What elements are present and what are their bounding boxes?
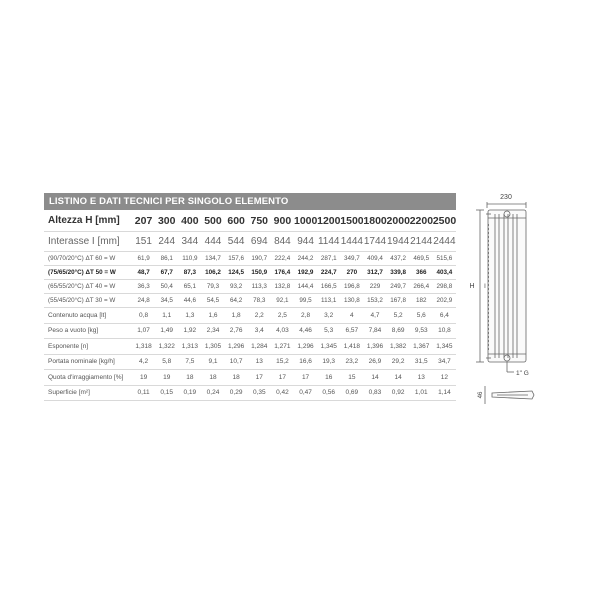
table-cell: 0,69 — [340, 385, 363, 401]
table-cell: 202,9 — [433, 294, 456, 308]
table-row — [44, 266, 456, 280]
table-cell: 244,2 — [294, 252, 317, 266]
table-cell: 26,9 — [363, 354, 386, 370]
table-cell: 13 — [248, 354, 271, 370]
table-row — [44, 323, 456, 339]
table-row — [44, 339, 456, 355]
table-cell: 78,3 — [248, 294, 271, 308]
table-cell: 54,5 — [201, 294, 224, 308]
table-cell: 190,7 — [248, 252, 271, 266]
table-cell: 6,57 — [340, 323, 363, 339]
table-cell: 16,6 — [294, 354, 317, 370]
table-cell: 1,8 — [225, 308, 248, 324]
table-cell: 1744 — [363, 232, 386, 252]
table-cell: 34,7 — [433, 354, 456, 370]
table-row — [44, 280, 456, 294]
table-cell: 176,4 — [271, 266, 294, 280]
table-cell: 1,01 — [410, 385, 433, 401]
technical-data-sheet — [44, 193, 456, 401]
table-cell: 270 — [340, 266, 363, 280]
table-cell: 10,7 — [225, 354, 248, 370]
table-cell: 44,6 — [178, 294, 201, 308]
table-cell: 18 — [201, 370, 224, 386]
table-cell: 469,5 — [410, 252, 433, 266]
table-cell: 3,4 — [248, 323, 271, 339]
table-cell: 207 — [132, 210, 155, 232]
table-cell: 0,19 — [178, 385, 201, 401]
table-cell: 144,4 — [294, 280, 317, 294]
table-cell: 2444 — [433, 232, 456, 252]
table-cell: 1,318 — [132, 339, 155, 355]
table-cell: 349,7 — [340, 252, 363, 266]
table-cell: 79,3 — [201, 280, 224, 294]
table-cell: 2,5 — [271, 308, 294, 324]
table-cell: 87,3 — [178, 266, 201, 280]
table-cell: 1,92 — [178, 323, 201, 339]
row-label: Portata nominale [kg/h] — [44, 354, 132, 370]
table-cell: 944 — [294, 232, 317, 252]
table-cell: 544 — [225, 232, 248, 252]
table-cell: 1,367 — [410, 339, 433, 355]
table-cell: 9,53 — [410, 323, 433, 339]
row-label: (55/45/20°C) ΔT 30 = W — [44, 294, 132, 308]
interaxis-dimension-label: I — [484, 284, 486, 290]
table-cell: 1,284 — [248, 339, 271, 355]
table-cell: 50,4 — [155, 280, 178, 294]
table-cell: 14 — [387, 370, 410, 386]
table-cell: 222,4 — [271, 252, 294, 266]
table-cell: 1,382 — [387, 339, 410, 355]
table-cell: 403,4 — [433, 266, 456, 280]
table-cell: 287,1 — [317, 252, 340, 266]
table-cell: 8,69 — [387, 323, 410, 339]
table-cell: 437,2 — [387, 252, 410, 266]
table-cell: 29,2 — [387, 354, 410, 370]
table-cell: 2200 — [410, 210, 433, 232]
table-cell: 1,49 — [155, 323, 178, 339]
table-cell: 17 — [294, 370, 317, 386]
table-cell: 14 — [363, 370, 386, 386]
table-cell: 5,8 — [155, 354, 178, 370]
table-cell: 600 — [225, 210, 248, 232]
table-cell: 124,5 — [225, 266, 248, 280]
height-dimension-label: H — [469, 283, 475, 290]
table-cell: 0,8 — [132, 308, 155, 324]
table-cell: 92,1 — [271, 294, 294, 308]
table-cell: 266,4 — [410, 280, 433, 294]
table-cell: 1800 — [363, 210, 386, 232]
table-cell: 18 — [225, 370, 248, 386]
table-cell: 17 — [271, 370, 294, 386]
row-label: (65/55/20°C) ΔT 40 = W — [44, 280, 132, 294]
radiator-technical-drawing — [462, 190, 580, 430]
table-cell: 1144 — [317, 232, 340, 252]
table-cell: 17 — [248, 370, 271, 386]
table-cell: 1,418 — [340, 339, 363, 355]
table-cell: 344 — [178, 232, 201, 252]
table-cell: 4,03 — [271, 323, 294, 339]
table-cell: 2,2 — [248, 308, 271, 324]
row-label: (90/70/20°C) ΔT 60 = W — [44, 252, 132, 266]
table-cell: 312,7 — [363, 266, 386, 280]
table-cell: 4,46 — [294, 323, 317, 339]
table-cell: 0,47 — [294, 385, 317, 401]
table-cell: 409,4 — [363, 252, 386, 266]
table-cell: 167,8 — [387, 294, 410, 308]
table-cell: 515,6 — [433, 252, 456, 266]
table-cell: 1,322 — [155, 339, 178, 355]
table-cell: 24,8 — [132, 294, 155, 308]
technical-data-table — [44, 210, 456, 401]
table-cell: 2,8 — [294, 308, 317, 324]
table-cell: 19,3 — [317, 354, 340, 370]
table-cell: 18 — [178, 370, 201, 386]
table-cell: 0,92 — [387, 385, 410, 401]
row-label: (75/65/20°C) ΔT 50 = W — [44, 266, 132, 280]
table-cell: 12 — [433, 370, 456, 386]
table-cell: 99,5 — [294, 294, 317, 308]
table-cell: 4,2 — [132, 354, 155, 370]
table-cell: 0,29 — [225, 385, 248, 401]
table-cell: 1,396 — [363, 339, 386, 355]
table-row — [44, 370, 456, 386]
table-cell: 5,6 — [410, 308, 433, 324]
table-cell: 1000 — [294, 210, 317, 232]
table-cell: 23,2 — [340, 354, 363, 370]
table-cell: 10,8 — [433, 323, 456, 339]
table-cell: 150,9 — [248, 266, 271, 280]
table-cell: 0,83 — [363, 385, 386, 401]
table-cell: 0,42 — [271, 385, 294, 401]
table-cell: 400 — [178, 210, 201, 232]
table-cell: 15 — [340, 370, 363, 386]
table-cell: 244 — [155, 232, 178, 252]
table-cell: 16 — [317, 370, 340, 386]
table-cell: 1944 — [387, 232, 410, 252]
row-label: Esponente [n] — [44, 339, 132, 355]
table-cell: 2500 — [433, 210, 456, 232]
table-cell: 61,9 — [132, 252, 155, 266]
row-label: Contenuto acqua [lt] — [44, 308, 132, 324]
table-cell: 130,8 — [340, 294, 363, 308]
table-cell: 106,2 — [201, 266, 224, 280]
table-cell: 1200 — [317, 210, 340, 232]
table-cell: 229 — [363, 280, 386, 294]
table-cell: 1,07 — [132, 323, 155, 339]
table-cell: 2000 — [387, 210, 410, 232]
table-cell: 192,9 — [294, 266, 317, 280]
table-cell: 500 — [201, 210, 224, 232]
table-cell: 31,5 — [410, 354, 433, 370]
table-row — [44, 354, 456, 370]
table-title: LISTINO E DATI TECNICI PER SINGOLO ELEMENTO — [44, 193, 456, 210]
table-cell: 1,1 — [155, 308, 178, 324]
row-label: Peso a vuoto [kg] — [44, 323, 132, 339]
table-cell: 0,15 — [155, 385, 178, 401]
table-cell: 93,2 — [225, 280, 248, 294]
table-row — [44, 210, 456, 232]
depth-dimension-label: 46 — [478, 391, 484, 399]
width-dimension-label: 230 — [500, 194, 512, 201]
table-cell: 132,8 — [271, 280, 294, 294]
table-cell: 153,2 — [363, 294, 386, 308]
table-cell: 1,14 — [433, 385, 456, 401]
table-cell: 2,34 — [201, 323, 224, 339]
table-cell: 0,11 — [132, 385, 155, 401]
table-cell: 300 — [155, 210, 178, 232]
table-cell: 157,6 — [225, 252, 248, 266]
table-row — [44, 232, 456, 252]
table-cell: 7,5 — [178, 354, 201, 370]
table-cell: 1,345 — [317, 339, 340, 355]
table-cell: 48,7 — [132, 266, 155, 280]
table-cell: 1,313 — [178, 339, 201, 355]
table-cell: 900 — [271, 210, 294, 232]
table-cell: 1,6 — [201, 308, 224, 324]
table-cell: 298,8 — [433, 280, 456, 294]
table-cell: 2,76 — [225, 323, 248, 339]
table-cell: 151 — [132, 232, 155, 252]
table-cell: 1,305 — [201, 339, 224, 355]
connection-label: 1" G — [516, 370, 529, 377]
table-cell: 86,1 — [155, 252, 178, 266]
table-cell: 2144 — [410, 232, 433, 252]
table-cell: 844 — [271, 232, 294, 252]
table-cell: 113,3 — [248, 280, 271, 294]
table-cell: 1,271 — [271, 339, 294, 355]
row-label: Superficie [m²] — [44, 385, 132, 401]
table-cell: 249,7 — [387, 280, 410, 294]
table-cell: 5,2 — [387, 308, 410, 324]
table-cell: 366 — [410, 266, 433, 280]
table-cell: 36,3 — [132, 280, 155, 294]
table-cell: 0,56 — [317, 385, 340, 401]
table-cell: 110,9 — [178, 252, 201, 266]
row-label: Altezza H [mm] — [44, 210, 132, 232]
table-cell: 67,7 — [155, 266, 178, 280]
table-cell: 750 — [248, 210, 271, 232]
table-cell: 1444 — [340, 232, 363, 252]
table-cell: 1,345 — [433, 339, 456, 355]
table-cell: 1,296 — [294, 339, 317, 355]
radiator-body — [488, 210, 526, 362]
table-cell: 0,24 — [201, 385, 224, 401]
table-cell: 19 — [155, 370, 178, 386]
table-cell: 15,2 — [271, 354, 294, 370]
table-cell: 134,7 — [201, 252, 224, 266]
table-cell: 1,3 — [178, 308, 201, 324]
table-cell: 13 — [410, 370, 433, 386]
table-cell: 166,5 — [317, 280, 340, 294]
table-row — [44, 385, 456, 401]
table-cell: 9,1 — [201, 354, 224, 370]
table-row — [44, 294, 456, 308]
table-cell: 444 — [201, 232, 224, 252]
table-cell: 339,8 — [387, 266, 410, 280]
table-cell: 3,2 — [317, 308, 340, 324]
table-cell: 224,7 — [317, 266, 340, 280]
table-cell: 6,4 — [433, 308, 456, 324]
table-cell: 7,84 — [363, 323, 386, 339]
table-cell: 1,296 — [225, 339, 248, 355]
table-cell: 64,2 — [225, 294, 248, 308]
row-label: Quota d'irraggiamento [%] — [44, 370, 132, 386]
table-cell: 5,3 — [317, 323, 340, 339]
table-cell: 34,5 — [155, 294, 178, 308]
table-cell: 113,1 — [317, 294, 340, 308]
table-cell: 0,35 — [248, 385, 271, 401]
table-cell: 19 — [132, 370, 155, 386]
table-row — [44, 308, 456, 324]
table-cell: 4 — [340, 308, 363, 324]
table-cell: 182 — [410, 294, 433, 308]
table-cell: 1500 — [340, 210, 363, 232]
table-row — [44, 252, 456, 266]
table-cell: 196,8 — [340, 280, 363, 294]
table-cell: 694 — [248, 232, 271, 252]
row-label: Interasse I [mm] — [44, 232, 132, 252]
table-cell: 65,1 — [178, 280, 201, 294]
table-cell: 4,7 — [363, 308, 386, 324]
